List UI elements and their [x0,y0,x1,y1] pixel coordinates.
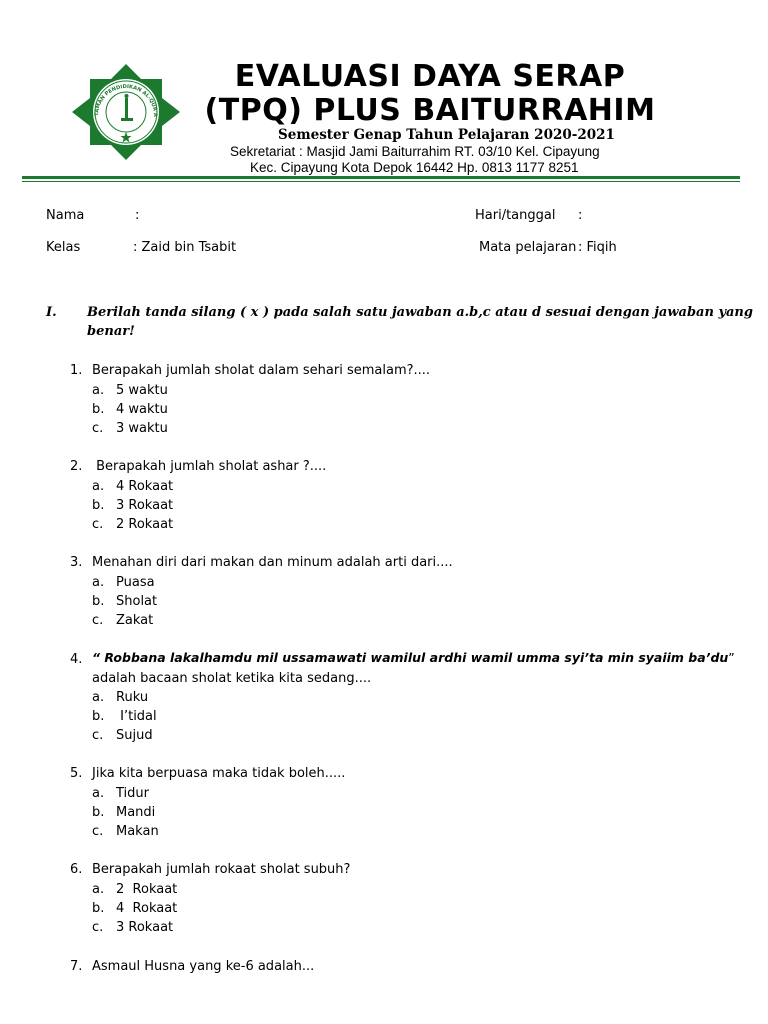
address-line-1: Sekretariat : Masjid Jami Baiturrahim RT. 03/10 Kel. Cipayung [230,144,600,159]
option-text: Sujud [116,728,153,743]
question-text-continued: adalah bacaan sholat ketika kita sedang.... [92,671,372,686]
option-letter: a. [92,383,105,398]
option-letter: a. [92,575,105,590]
option-letter: a. [92,786,105,801]
title-line-1: EVALUASI DAYA SERAP [234,59,626,94]
kelas-label: Kelas [46,240,81,255]
question-number: 1. [70,363,83,378]
option-letter: c. [92,421,104,436]
option-letter: b. [92,594,105,609]
option-letter: c. [92,824,104,839]
question-number: 2. [70,459,83,474]
option-text: Mandi [116,805,156,820]
question-text [92,650,735,665]
option-letter: b. [92,402,105,417]
hari-colon: : [578,208,583,223]
option-text: 3 Rokaat [116,920,174,935]
question-number: 3. [70,555,83,570]
option-text: Sholat [116,594,158,609]
option-letter: a. [92,882,105,897]
svg-text:TAMAN PENDIDIKAN AL-QUR'AN PLU: TAMAN PENDIDIKAN AL-QUR'A [93,83,159,117]
option-text: 3 Rokaat [116,498,174,513]
semester-subtitle: Semester Genap Tahun Pelajaran 2020-2021 [278,127,615,143]
question-text: Asmaul Husna yang ke-6 adalah... [92,959,315,974]
option-letter: c. [92,613,104,628]
nama-label: Nama [46,208,85,223]
section-number: I. [46,305,57,320]
option-text: 2 Rokaat [116,882,178,897]
option-letter: c. [92,517,104,532]
question-text: Jika kita berpuasa maka tidak boleh..... [92,766,346,781]
option-letter: a. [92,479,105,494]
question-text-italic: “ Robbana lakalhamdu mil ussamawati wamilul ardhi wamil umma syi’ta min syaiim ba’du [92,650,729,665]
header-rule-thick [22,176,740,179]
option-text: Tidur [116,786,149,801]
instruction-line-2: benar! [87,324,135,339]
option-text: 2 Rokaat [116,517,174,532]
option-letter: b. [92,498,105,513]
address-line-2: Kec. Cipayung Kota Depok 16442 Hp. 0813 1177 8251 [250,160,579,175]
option-letter: a. [92,690,105,705]
option-letter: c. [92,920,104,935]
mapel-value: : Fiqih [578,240,617,255]
option-letter: b. [92,805,105,820]
option-letter: b. [92,709,105,724]
question-text: Menahan diri dari makan dan minum adalah arti dari.... [92,555,453,570]
option-letter: c. [92,728,104,743]
question-text-close-quote: ” [728,650,735,665]
mapel-label: Mata pelajaran [479,240,577,255]
question-text: Berapakah jumlah rokaat sholat subuh? [92,862,351,877]
hari-label: Hari/tanggal [475,208,556,223]
header-rule-thin [22,181,740,182]
kelas-value: : Zaid bin Tsabit [133,240,237,255]
option-letter: b. [92,901,105,916]
option-text: 4 Rokaat [116,901,178,916]
option-text: 3 waktu [116,421,168,436]
question-number: 7. [70,959,83,974]
question-number: 6. [70,862,83,877]
nama-colon: : [135,208,140,223]
question-number: 4. [70,652,83,667]
option-text: I’tidal [116,709,157,724]
question-number: 5. [70,766,83,781]
option-text: 5 waktu [116,383,168,398]
option-text: Makan [116,824,159,839]
option-text: 4 Rokaat [116,479,174,494]
option-text: Zakat [116,613,154,628]
option-text: Ruku [116,690,149,705]
instruction-line-1: Berilah tanda silang ( x ) pada salah satu jawaban a.b,c atau d sesuai dengan jawaban yang [87,305,753,320]
option-text: 4 waktu [116,402,168,417]
question-text: Berapakah jumlah sholat ashar ?.... [92,459,327,474]
title-line-2: (TPQ) PLUS BAITURRAHIM [204,93,656,128]
question-text: Berapakah jumlah sholat dalam sehari semalam?.... [92,363,431,378]
option-text: Puasa [116,575,155,590]
